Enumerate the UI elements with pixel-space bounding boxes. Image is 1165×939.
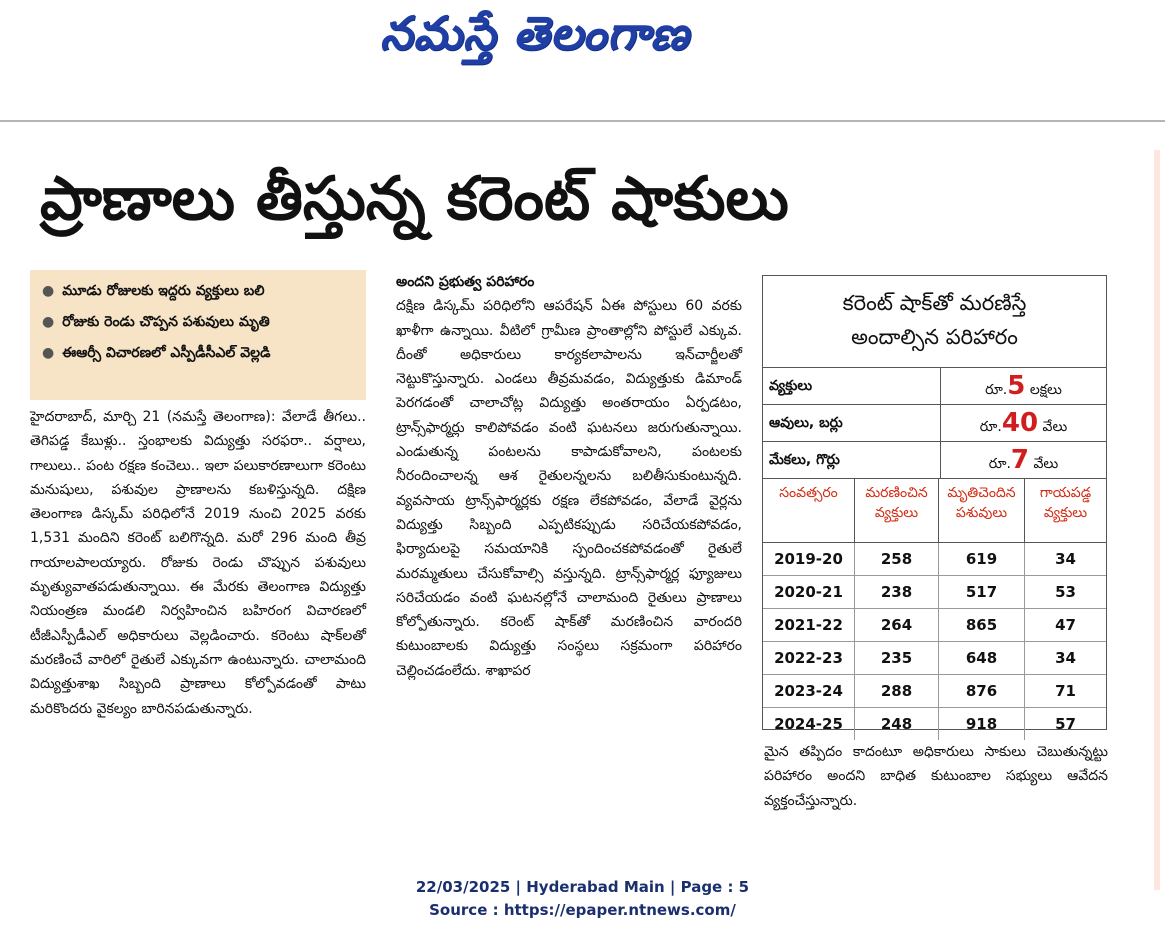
- highlight-text: మూడు రోజులకు ఇద్దరు వ్యక్తులు బలి: [62, 283, 265, 299]
- highlights-box: [30, 270, 366, 400]
- table-title: [763, 276, 1106, 368]
- table-cell: 258: [855, 543, 939, 575]
- compensation-label: వ్యక్తులు: [763, 368, 941, 404]
- compensation-value: రూ.5 లక్షలు: [985, 371, 1062, 401]
- article-column-right: [764, 740, 1108, 813]
- highlight-text: రోజుకు రెండు చొప్పన పశువులు మృతి: [62, 314, 270, 330]
- table-cell: 2020-21: [763, 576, 855, 608]
- compensation-value: రూ.40 వేలు: [979, 408, 1068, 438]
- table-cell: 264: [855, 609, 939, 641]
- footer-source: Source : https://epaper.ntnews.com/: [429, 901, 736, 919]
- table-cell: 34: [1055, 550, 1076, 568]
- table-title-line: కరెంట్ షాక్‌తో మరణిస్తే: [842, 291, 1027, 315]
- article-text-middle: దక్షిణ డిస్కమ్ పరిధిలోని ఆపరేషన్ ఏఈ పోస్టులు 60 వరకు ఖాళీగా ఉన్నాయి. వీటిలో గ్రామీణ ప్రాంతాల్లోని పోస్టులే ఎక్కువ. దీంతో అధికారులు కార్యకలాపాలను ఇన్‌చార్జీలతో నెట్టుకొస్తున్నారు. ఎండలు తీవ్రమవడం, విద్యుత్తుకు డిమాండ్ పెరగడంతో చాలాచోట్ల విద్యుత్తు అంతరాయం ఏర్పడటం, ట్రాన్స్‌ఫార్మర్లు కాలిపోవడం వంటి ఘటనలు జరుగుతున్నాయి. ఎండుతున్న పంటలను కాపాడుకోవాలని, పంటలకు నీరందించాలన్న ఆశ రైతులన్నలను బలితీసుకుంటున్నది. వ్యవసాయ ట్రాన్స్‌ఫార్మర్లకు రక్షణ లేకపోవడం, వేలాడే వైర్లను విద్యుత్తు సిబ్బంది ఎప్పటికప్పుడు సరిచేయకపోవడం, ఫిర్యాదులపై సమయానికి స్పందించకపోవడంతో రైతులే మరమ్మతులు చేసుకోవాల్సి వస్తున్నది. ట్రాన్స్‌ఫార్మర్ల ఫ్యూజులు సరిచేయడం వంటి ఘటనల్లోనే చాలామంది రైతులు ప్రాణాలు కోల్పోతున్నారు. కరెంట్ షాక్‌తో మరణించిన వారందరి కుటుంబాలకు విద్యుత్తు సంస్థలు సక్రమంగా పరిహారం చెల్లించడంలేదు. శాఖాపర: [396, 298, 742, 679]
- masthead-divider: [0, 120, 1165, 122]
- table-cell: 2023-24: [763, 675, 855, 707]
- table-cell: 248: [855, 708, 939, 740]
- article-column-left: [30, 405, 366, 721]
- compensation-row: [763, 405, 1106, 442]
- bullet-dot-icon: ●: [42, 283, 55, 299]
- highlight-item: [42, 280, 358, 302]
- column-header: సంవత్సరం: [763, 479, 855, 542]
- table-cell: 238: [855, 576, 939, 608]
- table-cell: 648: [939, 642, 1025, 674]
- table-cell: 2021-22: [763, 609, 855, 641]
- article-text-right: మైన తప్పిదం కాదంటూ అధికారులు సాకులు చెబుతున్నట్టు పరిహారం అందని బాధిత కుటుంబాల సభ్యులు ఆవేదన వ్యక్తంచేస్తున్నారు.: [764, 744, 1108, 809]
- highlight-item: [42, 342, 358, 364]
- table-cell: 876: [939, 675, 1025, 707]
- table-cell: 71: [1055, 682, 1076, 700]
- table-row: [763, 642, 1106, 675]
- table-header-row: [763, 479, 1106, 543]
- table-cell: 47: [1055, 616, 1076, 634]
- masthead-logo: నమస్తే తెలంగాణ: [380, 6, 690, 60]
- table-title-line: అందాల్సిన పరిహారం: [851, 325, 1018, 349]
- table-cell: 34: [1055, 649, 1076, 667]
- compensation-table: [762, 275, 1107, 733]
- bullet-dot-icon: ●: [42, 345, 55, 361]
- table-row: [763, 708, 1106, 740]
- table-row: [763, 675, 1106, 708]
- article-text-left: హైదరాబాద్, మార్చి 21 (నమస్తే తెలంగాణ): వేలాడే తీగలు.. తెగిపడ్డ కేబుళ్లు.. స్తంభాలకు విద్యుత్తు సరఫరా.. వర్షాలు, గాలులు.. పంట రక్షణ కంచెలు.. ఇలా పలుకారణాలుగా కరెంటు మనుషులు, పశువుల ప్రాణాలను కబళిస్తున్నది. దక్షిణ తెలంగాణ డిస్కమ్ పరిధిలోనే 2019 నుంచి 2025 వరకు 1,531 మందిని కరెంట్ బలిగొన్నది. మరో 296 మంది తీవ్ర గాయాలపాలయ్యారు. రోజుకు రెండు చొప్పున పశువులు మృత్యువాతపడుతున్నాయి. ఈ మేరకు తెలంగాణ విద్యుత్తు నియంత్రణ మండలి నిర్వహించిన బహిరంగ విచారణలో టీజీఎస్పీడీఎల్ అధికారులు వెల్లడించారు. కరెంటు షాక్‌లతో మరణించే వారిలో రైతులే ఎక్కువగా ఉంటున్నారు. చాలామంది విద్యుత్తుశాఖ సిబ్బంది ప్రాణాలు కోల్పోవడంతో పాటు మరికొందరు వైకల్యం బారినపడుతున్నారు.: [30, 409, 366, 717]
- compensation-row: [763, 442, 1106, 479]
- table-row: [763, 609, 1106, 642]
- table-row: [763, 543, 1106, 576]
- column-header: మృతిచెందిన పశువులు: [939, 479, 1025, 542]
- table-cell: 53: [1055, 583, 1076, 601]
- compensation-label: మేకలు, గొర్లు: [763, 442, 941, 478]
- table-cell: 865: [939, 609, 1025, 641]
- column-header: మరణించిన వ్యక్తులు: [855, 479, 939, 542]
- compensation-label: ఆవులు, బర్లు: [763, 405, 941, 441]
- page-footer: [0, 876, 1165, 922]
- headline: ప్రాణాలు తీస్తున్న కరెంట్ షాకులు: [40, 164, 789, 234]
- table-cell: 57: [1055, 715, 1076, 733]
- article-column-middle: [396, 270, 742, 683]
- page-edge-strip: [1154, 150, 1160, 890]
- table-cell: 2024-25: [763, 708, 855, 740]
- column-header: గాయపడ్డ వ్యక్తులు: [1039, 485, 1092, 521]
- table-cell: 918: [939, 708, 1025, 740]
- highlight-text: ఈఆర్సీ విచారణలో ఎస్పీడీసీఎల్ వెల్లడి: [62, 345, 271, 361]
- compensation-value: రూ.7 వేలు: [988, 445, 1059, 475]
- subheading: అందని ప్రభుత్వ పరిహారం: [396, 274, 535, 290]
- table-cell: 288: [855, 675, 939, 707]
- bullet-dot-icon: ●: [42, 314, 55, 330]
- compensation-row: [763, 368, 1106, 405]
- table-cell: 2019-20: [763, 543, 855, 575]
- table-cell: 517: [939, 576, 1025, 608]
- highlight-item: [42, 311, 358, 333]
- table-row: [763, 576, 1106, 609]
- footer-dateline: 22/03/2025 | Hyderabad Main | Page : 5: [415, 878, 750, 896]
- table-cell: 2022-23: [763, 642, 855, 674]
- table-cell: 619: [939, 543, 1025, 575]
- table-cell: 235: [855, 642, 939, 674]
